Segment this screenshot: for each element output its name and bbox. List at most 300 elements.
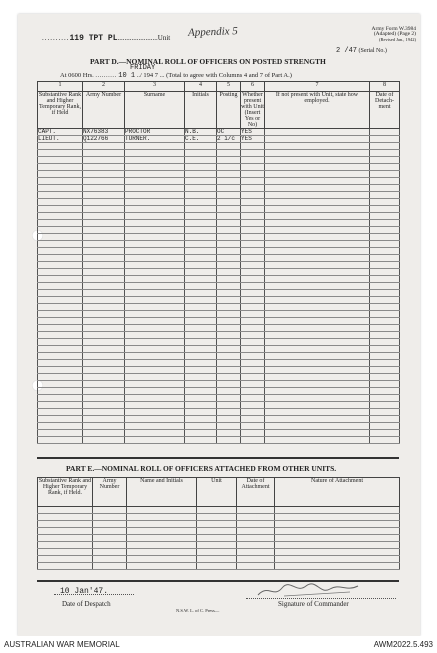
- blank-row: [38, 381, 400, 388]
- blank-cell: [241, 150, 265, 157]
- cell-employed: [265, 129, 370, 136]
- blank-cell: [38, 353, 83, 360]
- blank-row: [38, 430, 400, 437]
- blank-cell: [241, 171, 265, 178]
- blank-cell: [197, 521, 237, 528]
- blank-cell: [241, 332, 265, 339]
- army-form-number: Army Form W.3984: [371, 26, 416, 32]
- blank-cell: [185, 150, 217, 157]
- blank-cell: [38, 213, 83, 220]
- blank-cell: [185, 353, 217, 360]
- col-header: If not present with Unit, state how employed.: [265, 92, 370, 129]
- blank-row: [38, 374, 400, 381]
- blank-cell: [217, 304, 241, 311]
- blank-cell: [265, 255, 370, 262]
- blank-cell: [185, 311, 217, 318]
- blank-cell: [125, 304, 185, 311]
- blank-cell: [237, 563, 275, 570]
- col-header: Army Number: [93, 478, 127, 507]
- blank-cell: [125, 339, 185, 346]
- serial-line: [336, 47, 387, 55]
- blank-cell: [370, 409, 400, 416]
- blank-cell: [38, 220, 83, 227]
- blank-row: [38, 423, 400, 430]
- blank-cell: [370, 367, 400, 374]
- blank-cell: [185, 178, 217, 185]
- cell-rank: LIEUT.: [38, 136, 83, 143]
- blank-cell: [370, 360, 400, 367]
- col-header: Posting: [217, 92, 241, 129]
- blank-cell: [265, 178, 370, 185]
- blank-cell: [241, 255, 265, 262]
- blank-cell: [83, 283, 125, 290]
- blank-cell: [83, 332, 125, 339]
- blank-cell: [241, 367, 265, 374]
- blank-cell: [125, 262, 185, 269]
- blank-cell: [275, 535, 400, 542]
- blank-cell: [370, 199, 400, 206]
- cell-initials: C.E.: [185, 136, 217, 143]
- blank-cell: [265, 227, 370, 234]
- blank-cell: [241, 276, 265, 283]
- blank-cell: [217, 395, 241, 402]
- blank-cell: [241, 262, 265, 269]
- blank-cell: [217, 234, 241, 241]
- despatch-date-line: [54, 594, 134, 595]
- blank-cell: [38, 563, 93, 570]
- blank-cell: [275, 549, 400, 556]
- blank-cell: [185, 262, 217, 269]
- blank-cell: [125, 269, 185, 276]
- blank-cell: [83, 402, 125, 409]
- caption-bar: [0, 636, 437, 653]
- blank-cell: [217, 381, 241, 388]
- blank-cell: [237, 535, 275, 542]
- blank-cell: [370, 206, 400, 213]
- col-num: 5: [217, 82, 241, 92]
- part-d-table: [37, 81, 400, 444]
- blank-cell: [185, 297, 217, 304]
- blank-cell: [83, 241, 125, 248]
- col-header: Initials: [185, 92, 217, 129]
- blank-row: [38, 234, 400, 241]
- blank-cell: [217, 227, 241, 234]
- blank-cell: [241, 339, 265, 346]
- blank-cell: [217, 353, 241, 360]
- blank-cell: [125, 150, 185, 157]
- blank-cell: [83, 199, 125, 206]
- blank-cell: [241, 290, 265, 297]
- blank-cell: [370, 437, 400, 444]
- blank-cell: [38, 311, 83, 318]
- cell-detachment: [370, 136, 400, 143]
- blank-cell: [38, 290, 83, 297]
- blank-cell: [38, 556, 93, 563]
- blank-cell: [93, 549, 127, 556]
- blank-cell: [370, 290, 400, 297]
- blank-cell: [93, 535, 127, 542]
- blank-row: [38, 150, 400, 157]
- cell-detachment: [370, 129, 400, 136]
- col-header: Whether present with Unit (Insert Yes or No): [241, 92, 264, 128]
- blank-cell: [125, 297, 185, 304]
- blank-cell: [83, 171, 125, 178]
- blank-cell: [125, 283, 185, 290]
- blank-cell: [241, 402, 265, 409]
- blank-row: [38, 164, 400, 171]
- blank-cell: [38, 325, 83, 332]
- blank-cell: [38, 549, 93, 556]
- blank-cell: [185, 227, 217, 234]
- blank-cell: [83, 395, 125, 402]
- blank-row: [38, 360, 400, 367]
- blank-cell: [185, 325, 217, 332]
- blank-cell: [370, 192, 400, 199]
- blank-cell: [217, 374, 241, 381]
- form-adapted: (Adapted) (Page 2): [373, 31, 416, 37]
- blank-cell: [241, 381, 265, 388]
- blank-cell: [38, 255, 83, 262]
- blank-cell: [217, 157, 241, 164]
- blank-cell: [83, 304, 125, 311]
- blank-cell: [197, 528, 237, 535]
- army-form-block: [338, 27, 416, 42]
- blank-cell: [83, 262, 125, 269]
- blank-cell: [185, 192, 217, 199]
- blank-cell: [83, 339, 125, 346]
- blank-cell: [125, 430, 185, 437]
- blank-cell: [217, 388, 241, 395]
- blank-cell: [265, 220, 370, 227]
- blank-cell: [265, 150, 370, 157]
- blank-cell: [125, 325, 185, 332]
- blank-cell: [217, 318, 241, 325]
- blank-cell: [83, 318, 125, 325]
- col-num: 3: [125, 82, 185, 92]
- cell-surname: TURNER.: [125, 136, 185, 143]
- blank-cell: [370, 262, 400, 269]
- blank-cell: [83, 388, 125, 395]
- blank-cell: [185, 234, 217, 241]
- blank-cell: [370, 346, 400, 353]
- despatch-date: 10 Jan'47.: [60, 587, 109, 596]
- blank-cell: [241, 409, 265, 416]
- blank-row: [38, 248, 400, 255]
- blank-cell: [217, 409, 241, 416]
- blank-cell: [217, 255, 241, 262]
- col-header: Name and Initials: [127, 478, 197, 507]
- blank-cell: [217, 430, 241, 437]
- blank-cell: [265, 374, 370, 381]
- blank-cell: [125, 157, 185, 164]
- blank-cell: [38, 423, 83, 430]
- blank-row: [38, 542, 400, 549]
- blank-cell: [241, 185, 265, 192]
- part-d-table-wrap: [37, 81, 400, 444]
- blank-row: [38, 556, 400, 563]
- blank-cell: [38, 283, 83, 290]
- blank-cell: [217, 346, 241, 353]
- blank-cell: [217, 423, 241, 430]
- blank-cell: [275, 556, 400, 563]
- blank-cell: [83, 437, 125, 444]
- col-header: Army Number: [83, 92, 125, 129]
- table-row: [38, 129, 400, 136]
- blank-cell: [125, 388, 185, 395]
- blank-cell: [217, 297, 241, 304]
- blank-cell: [275, 528, 400, 535]
- blank-cell: [241, 311, 265, 318]
- blank-cell: [83, 353, 125, 360]
- blank-cell: [83, 255, 125, 262]
- blank-row: [38, 514, 400, 521]
- blank-cell: [125, 423, 185, 430]
- blank-cell: [265, 332, 370, 339]
- blank-cell: [125, 213, 185, 220]
- blank-cell: [241, 437, 265, 444]
- blank-row: [38, 157, 400, 164]
- cell-rank: CAPT.: [38, 129, 83, 136]
- blank-cell: [265, 353, 370, 360]
- blank-cell: [237, 542, 275, 549]
- blank-cell: [38, 535, 93, 542]
- blank-cell: [185, 290, 217, 297]
- blank-row: [38, 528, 400, 535]
- blank-cell: [38, 185, 83, 192]
- blank-cell: [370, 388, 400, 395]
- blank-cell: [125, 206, 185, 213]
- blank-row: [38, 409, 400, 416]
- blank-cell: [127, 528, 197, 535]
- blank-cell: [185, 157, 217, 164]
- blank-cell: [265, 199, 370, 206]
- blank-row: [38, 402, 400, 409]
- blank-cell: [241, 199, 265, 206]
- blank-cell: [370, 150, 400, 157]
- blank-cell: [265, 325, 370, 332]
- blank-cell: [83, 178, 125, 185]
- commander-signature: [254, 580, 364, 600]
- blank-cell: [38, 430, 83, 437]
- blank-cell: [275, 521, 400, 528]
- caption-right: AWM2022.5.493: [373, 640, 433, 649]
- blank-cell: [125, 367, 185, 374]
- blank-cell: [125, 311, 185, 318]
- blank-cell: [217, 283, 241, 290]
- blank-cell: [265, 346, 370, 353]
- blank-row: [38, 346, 400, 353]
- col-header: Date of Attachment: [237, 478, 275, 507]
- blank-cell: [370, 297, 400, 304]
- blank-cell: [197, 507, 237, 514]
- blank-cell: [125, 353, 185, 360]
- blank-cell: [241, 157, 265, 164]
- blank-cell: [38, 374, 83, 381]
- blank-cell: [217, 290, 241, 297]
- blank-cell: [125, 276, 185, 283]
- blank-row: [38, 297, 400, 304]
- blank-cell: [197, 535, 237, 542]
- blank-cell: [265, 304, 370, 311]
- blank-cell: [265, 185, 370, 192]
- form-revised: (Revised Jan., 1942): [379, 37, 416, 42]
- blank-cell: [370, 171, 400, 178]
- blank-cell: [217, 150, 241, 157]
- blank-cell: [185, 360, 217, 367]
- blank-cell: [217, 311, 241, 318]
- blank-cell: [38, 234, 83, 241]
- blank-cell: [370, 339, 400, 346]
- cell-employed: [265, 136, 370, 143]
- blank-cell: [185, 143, 217, 150]
- blank-cell: [197, 514, 237, 521]
- blank-cell: [125, 143, 185, 150]
- blank-cell: [185, 346, 217, 353]
- blank-cell: [241, 178, 265, 185]
- blank-row: [38, 185, 400, 192]
- blank-cell: [38, 304, 83, 311]
- blank-cell: [125, 409, 185, 416]
- blank-cell: [93, 528, 127, 535]
- col-num: 2: [83, 82, 125, 92]
- blank-cell: [125, 416, 185, 423]
- blank-cell: [185, 381, 217, 388]
- blank-row: [38, 290, 400, 297]
- col-header: Date of Detach-ment: [370, 92, 400, 129]
- blank-row: [38, 325, 400, 332]
- blank-cell: [38, 507, 93, 514]
- blank-cell: [217, 416, 241, 423]
- blank-cell: [241, 353, 265, 360]
- blank-cell: [38, 514, 93, 521]
- blank-row: [38, 213, 400, 220]
- blank-row: [38, 227, 400, 234]
- blank-cell: [38, 269, 83, 276]
- blank-cell: [38, 339, 83, 346]
- blank-cell: [125, 248, 185, 255]
- blank-cell: [217, 276, 241, 283]
- blank-cell: [93, 563, 127, 570]
- blank-row: [38, 276, 400, 283]
- blank-cell: [38, 528, 93, 535]
- blank-cell: [38, 276, 83, 283]
- part-d-date-line: At 0600 Hrs. .......... 10 1 ../ 194 7 ... (Total to agree with Columns 4 and 7 of Part A.): [60, 72, 292, 80]
- part-e-blank-rows: [38, 507, 400, 570]
- blank-cell: [370, 185, 400, 192]
- blank-cell: [38, 437, 83, 444]
- blank-cell: [265, 234, 370, 241]
- blank-cell: [125, 171, 185, 178]
- blank-cell: [185, 164, 217, 171]
- blank-cell: [241, 227, 265, 234]
- blank-cell: [217, 269, 241, 276]
- blank-cell: [125, 220, 185, 227]
- blank-row: [38, 388, 400, 395]
- blank-cell: [83, 276, 125, 283]
- day-overwrite: FRIDAY: [130, 64, 156, 72]
- blank-cell: [370, 283, 400, 290]
- blank-cell: [127, 514, 197, 521]
- serial-value: 2 /47: [336, 47, 358, 55]
- blank-cell: [275, 507, 400, 514]
- blank-cell: [241, 360, 265, 367]
- blank-row: [38, 269, 400, 276]
- part-e-table-wrap: [37, 477, 400, 570]
- blank-cell: [185, 171, 217, 178]
- blank-cell: [237, 528, 275, 535]
- blank-cell: [241, 297, 265, 304]
- blank-cell: [125, 255, 185, 262]
- blank-cell: [38, 402, 83, 409]
- blank-cell: [370, 430, 400, 437]
- blank-row: [38, 143, 400, 150]
- blank-cell: [217, 248, 241, 255]
- blank-cell: [265, 171, 370, 178]
- blank-cell: [185, 255, 217, 262]
- blank-cell: [125, 360, 185, 367]
- blank-row: [38, 395, 400, 402]
- blank-cell: [125, 178, 185, 185]
- blank-row: [38, 304, 400, 311]
- part-e-header-row: [38, 478, 400, 507]
- blank-cell: [38, 164, 83, 171]
- blank-row: [38, 353, 400, 360]
- blank-cell: [93, 556, 127, 563]
- part-d-header-row: [38, 92, 400, 129]
- blank-row: [38, 339, 400, 346]
- blank-cell: [38, 395, 83, 402]
- col-header: Substantive Rank and Higher Temporary Rank, if Held: [38, 92, 83, 129]
- blank-cell: [370, 332, 400, 339]
- blank-cell: [265, 213, 370, 220]
- blank-cell: [185, 304, 217, 311]
- blank-cell: [217, 171, 241, 178]
- blank-cell: [83, 143, 125, 150]
- blank-cell: [241, 395, 265, 402]
- blank-cell: [185, 318, 217, 325]
- blank-cell: [185, 339, 217, 346]
- blank-cell: [83, 346, 125, 353]
- blank-cell: [370, 423, 400, 430]
- blank-cell: [38, 178, 83, 185]
- blank-cell: [370, 311, 400, 318]
- blank-cell: [83, 297, 125, 304]
- cell-posting: 2 i/c: [217, 136, 241, 143]
- blank-row: [38, 199, 400, 206]
- blank-cell: [241, 192, 265, 199]
- cell-army-number: Q122766: [83, 136, 125, 143]
- blank-cell: [217, 164, 241, 171]
- blank-cell: [265, 381, 370, 388]
- year-text: 194 7: [143, 72, 159, 79]
- blank-cell: [125, 227, 185, 234]
- blank-cell: [185, 402, 217, 409]
- blank-row: [38, 332, 400, 339]
- blank-cell: [127, 535, 197, 542]
- blank-cell: [370, 374, 400, 381]
- blank-cell: [185, 423, 217, 430]
- blank-cell: [370, 325, 400, 332]
- blank-cell: [38, 262, 83, 269]
- blank-row: [38, 521, 400, 528]
- blank-cell: [237, 549, 275, 556]
- blank-cell: [125, 234, 185, 241]
- blank-cell: [217, 360, 241, 367]
- handwritten-appendix: Appendix 5: [187, 25, 238, 39]
- part-d-title: PART D.—NOMINAL ROLL OF OFFICERS ON POSTED STRENGTH: [90, 57, 326, 66]
- unit-value: 119 TPT PL: [69, 34, 118, 43]
- blank-row: [38, 178, 400, 185]
